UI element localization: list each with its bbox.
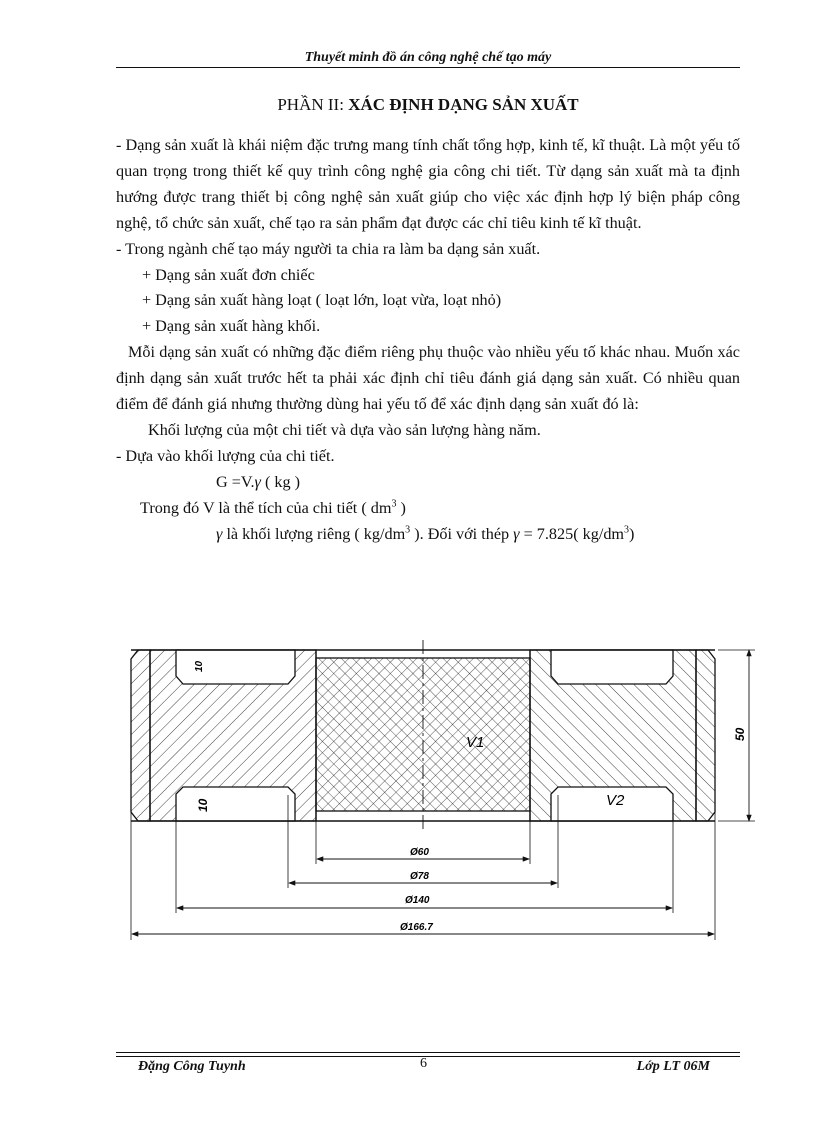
density-sup: 3 xyxy=(624,524,629,536)
volume-label-v2: V2 xyxy=(606,792,625,809)
dim-d78: Ø78 xyxy=(410,871,429,882)
section-heading: XÁC ĐỊNH DẠNG SẢN XUẤT xyxy=(348,95,579,114)
volume-label-v1: V1 xyxy=(466,734,485,751)
section-prefix: PHẦN II: xyxy=(277,95,349,114)
section-title xyxy=(116,95,740,115)
list-item: + Dạng sản xuất hàng loạt ( loạt lớn, loạt vừa, loạt nhỏ) xyxy=(142,291,502,310)
paragraph-mass: - Dựa vào khối lượng của chi tiết. xyxy=(116,446,335,465)
density-mid: ). Đối với thép xyxy=(410,524,514,543)
dim-height xyxy=(718,650,755,821)
volume-text: Trong đó V là thể tích của chi tiết ( dm xyxy=(140,498,392,517)
volume-sup: 3 xyxy=(391,498,397,510)
formula-rhs: ( kg ) xyxy=(260,472,301,491)
footer-rule xyxy=(116,1052,740,1053)
footer-rule xyxy=(116,1056,740,1057)
volume-end: ) xyxy=(396,498,406,517)
dim-d140: Ø140 xyxy=(405,895,430,906)
density-end: ) xyxy=(629,524,635,543)
gamma-symbol: γ xyxy=(513,524,520,543)
bottom-groove-left xyxy=(176,787,295,821)
dim-height-value: 50 xyxy=(733,727,747,741)
gamma-symbol: γ xyxy=(216,524,223,543)
running-header: Thuyết minh đồ án công nghệ chế tạo máy xyxy=(304,50,552,65)
dim-d166: Ø166.7 xyxy=(400,922,433,933)
part-outline xyxy=(131,640,715,830)
formula-explanation-density xyxy=(116,522,740,548)
paragraph-criteria: Mỗi dạng sản xuất có những đặc điểm riêng phụ thuộc vào nhiều yếu tố khác nhau. Muốn xác định dạng sản xuất trước hết ta phải xác định chỉ tiêu đánh giá dạng sản xuất. Có nhiều quan điểm để đánh giá nhưng thường dùng hai yếu tố để xác định dạng sản xuất đó là: xyxy=(116,343,740,414)
density-text: là khối lượng riêng ( kg/dm xyxy=(222,524,406,543)
footer-class: Lớp LT 06M xyxy=(636,1059,710,1074)
formula-explanation-volume xyxy=(116,496,740,522)
right-body-section xyxy=(696,650,715,821)
formula-lhs: G =V. xyxy=(216,472,255,491)
density-value: = 7.825( kg/dm xyxy=(519,524,624,543)
page-number: 6 xyxy=(420,1056,427,1071)
paragraph-definition: - Dạng sản xuất là khái niệm đặc trưng mang tính chất tổng hợp, kinh tế, kĩ thuật. Là một yếu tố quan trọng trong thiết kế quy trình công nghệ gia công chi tiết. Từ dạng sản xuất mà ta định hướng được trang thiết bị công nghệ sản xuất giúp cho việc xác định hợp lý biện pháp công nghệ, tổ chức sản xuất, chế tạo ra sản phẩm đạt được các chỉ tiêu kinh tế kĩ thuật. xyxy=(116,136,740,232)
dim-groove-top: 10 xyxy=(194,660,205,672)
formula-mass xyxy=(116,470,740,496)
dim-d60: Ø60 xyxy=(410,847,429,858)
list-item: + Dạng sản xuất hàng khối. xyxy=(142,317,321,336)
density-sup: 3 xyxy=(405,524,411,536)
paragraph-classification: - Trong ngành chế tạo máy người ta chia ra làm ba dạng sản xuất. xyxy=(116,239,541,258)
paragraph-factors: Khối lượng của một chi tiết và dựa vào sản lượng hàng năm. xyxy=(148,420,541,439)
left-body-section xyxy=(131,650,150,821)
body-text xyxy=(116,133,740,548)
list-item: + Dạng sản xuất đơn chiếc xyxy=(142,265,315,284)
dim-groove-bottom: 10 xyxy=(196,798,210,812)
top-groove-right xyxy=(551,650,673,684)
gamma-symbol: γ xyxy=(254,472,261,491)
footer-author: Đặng Công Tuynh xyxy=(138,1059,246,1074)
header-rule xyxy=(116,67,740,68)
part-drawing xyxy=(120,628,760,948)
